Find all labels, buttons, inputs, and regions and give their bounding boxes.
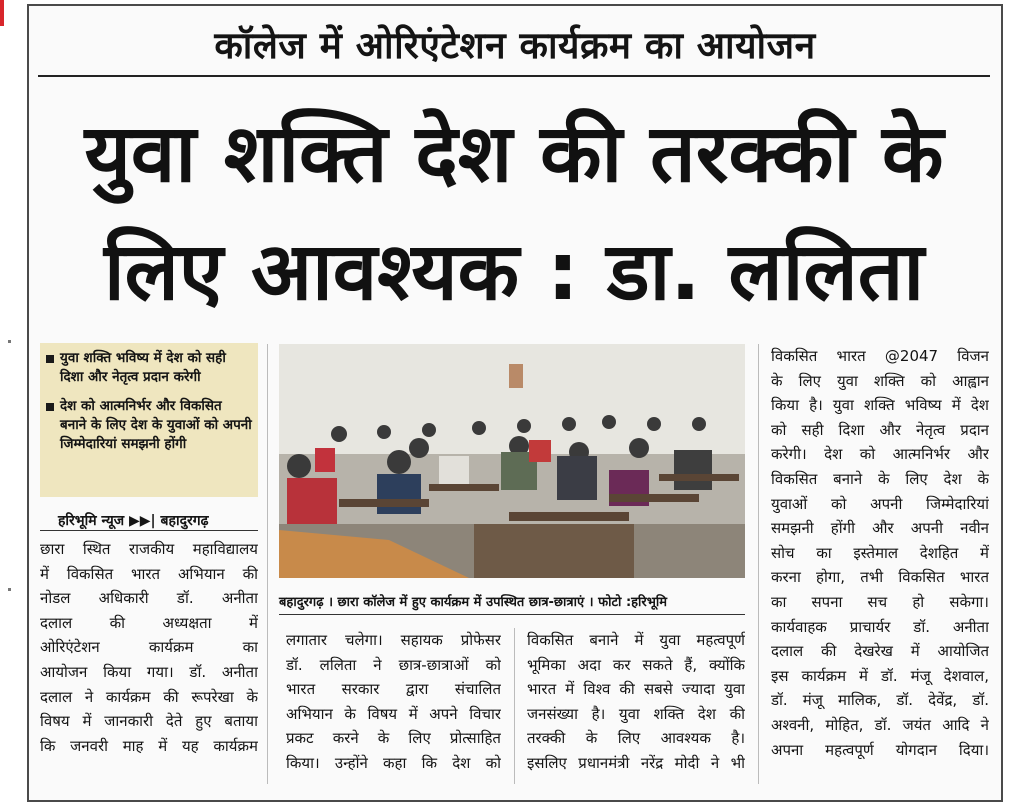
body-line: अश्वनी, मोहित, डॉ. जयंत आदि ने — [771, 715, 989, 734]
body-line: इस कार्यक्रम में डॉ. मंजू देशवाल, — [771, 666, 989, 685]
column-divider — [758, 344, 759, 784]
body-line: तरक्की के लिए आवश्यक है। — [527, 729, 745, 748]
headline-line-1: युवा शक्ति देश की तरक्की के — [84, 107, 944, 200]
body-line: छारा स्थित राजकीय महाविद्यालय — [40, 540, 258, 558]
highlight-item — [46, 349, 252, 387]
body-line: डॉ. ललिता ने छात्र-छात्राओं को — [286, 655, 501, 674]
body-line: भारत में विश्व की सबसे ज्यादा युवा — [527, 680, 745, 699]
body-line: कार्यवाहक प्राचार्यर डॉ. अनीता — [771, 617, 989, 636]
body-line: प्रकट करने के लिए प्रोत्साहित — [286, 729, 501, 748]
body-line: लगातार चलेगा। सहायक प्रोफेसर — [286, 631, 501, 649]
article-kicker: कॉलेज में ओरिएंटेशन कार्यक्रम का आयोजन — [214, 24, 816, 67]
body-line: आयोजन किया गया। डॉ. अनीता — [40, 662, 258, 681]
column-divider — [514, 628, 515, 784]
body-line: सोच का इस्तेमाल देशहित में — [771, 543, 989, 562]
body-line: विकसित बनाने के लिए देश के — [771, 469, 989, 488]
body-line: करना होगा, तभी विकसित भारत — [771, 568, 989, 587]
body-line: भूमिका अदा कर सकते हैं, क्योंकि — [527, 655, 745, 674]
bullet-square-icon — [46, 403, 54, 411]
body-line: समझनी होंगी और अपनी नवीन — [771, 519, 989, 538]
body-line: इसलिए प्रधानमंत्री नरेंद्र मोदी ने भी — [527, 753, 745, 772]
body-line: युवाओं को अपनी जिम्मेदारियां — [771, 494, 989, 513]
body-line: दलाल ने कार्यक्रम की रूपरेखा के — [40, 687, 258, 706]
body-line: किया है। युवा शक्ति भविष्य में देश — [771, 396, 989, 415]
body-line: डॉ. मंजू मालिक, डॉ. देवेंद्र, डॉ. — [771, 691, 989, 710]
byline: हरिभूमि न्यूज ▶▶| बहादुरगढ़ — [58, 513, 209, 529]
body-line: नोडल अधिकारी डॉ. अनीता — [40, 589, 258, 608]
kicker-divider — [38, 75, 990, 77]
body-line: को सही दिशा और नेतृत्व प्रदान — [771, 420, 989, 439]
article-column-4 — [771, 344, 989, 762]
article-column-1 — [40, 537, 258, 758]
body-line: अभियान के विषय में अपने विचार — [286, 704, 501, 723]
body-line: दलाल की अध्यक्षता में — [40, 613, 258, 632]
body-line: कि जनवरी माह में यह कार्यक्रम — [40, 736, 258, 755]
highlight-item — [46, 397, 252, 454]
body-line: ओरिएंटेशन कार्यक्रम का — [40, 638, 258, 657]
classroom-photo-illustration — [279, 344, 745, 578]
body-line: किया। उन्होंने कहा कि देश को — [286, 753, 501, 772]
body-line: भारत सरकार द्वारा संचालित — [286, 680, 501, 699]
caption-divider — [279, 614, 745, 615]
body-line: करेगी। देश को आत्मनिर्भर और — [771, 445, 989, 464]
article-column-3 — [527, 628, 745, 776]
body-line: विकसित बनाने में युवा महत्वपूर्ण — [527, 631, 745, 649]
body-line: के लिए युवा शक्ति को आह्वान — [771, 371, 989, 390]
highlight-text: युवा शक्ति भविष्य में देश को सही दिशा और नेतृत्व प्रदान करेगी — [60, 350, 226, 385]
highlights-box — [40, 343, 258, 497]
photo-caption: बहादुरगढ़ । छारा कॉलेज में हुए कार्यक्रम में उपस्थित छात्र-छात्राएं । फोटो :हरिभूमि — [279, 595, 668, 610]
article-photo — [279, 344, 745, 578]
page-edge-dot — [8, 340, 11, 343]
page-edge-dot — [8, 588, 11, 591]
body-line: का सपना सच हो सकेगा। — [771, 592, 989, 611]
headline-line-2: लिए आवश्यक : डा. ललिता — [103, 225, 925, 318]
bullet-square-icon — [46, 355, 54, 363]
body-line: विकसित भारत @2047 विजन — [771, 347, 989, 365]
body-line: जनसंख्या है। युवा शक्ति देश की — [527, 704, 745, 723]
body-line: दलाल की देखरेख में आयोजित — [771, 642, 989, 661]
body-line: में विकसित भारत अभियान की — [40, 564, 258, 583]
body-line: अपना महत्वपूर्ण योगदान दिया। — [771, 740, 989, 759]
byline-divider — [40, 530, 258, 531]
body-line: विषय में जानकारी देते हुए बताया — [40, 712, 258, 731]
page-edge-mark — [0, 0, 4, 26]
highlight-text: देश को आत्मनिर्भर और विकसित बनाने के लिए देश के युवाओं को अपनी जिम्मेदारियां समझनी होंगी — [60, 398, 252, 452]
column-divider — [267, 344, 268, 784]
article-column-2 — [286, 628, 501, 776]
